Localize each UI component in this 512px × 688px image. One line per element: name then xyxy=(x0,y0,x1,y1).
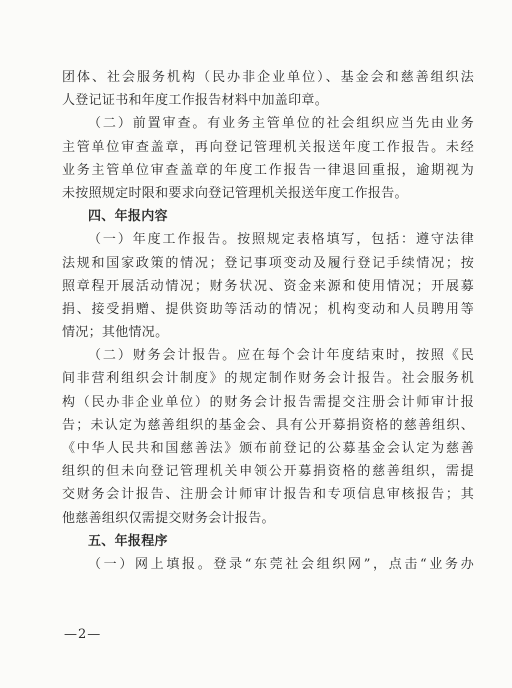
body-text xyxy=(62,66,474,576)
text-line: 交财务会计报告、注册会计师审计报告和专项信息审核报告；其 xyxy=(62,487,474,503)
text-line: 法规和国家政策的情况；登记事项变动及履行登记手续情况；按 xyxy=(62,255,474,271)
text-line: 间非营利组织会计制度》的规定制作财务会计报告。社会服务机 xyxy=(62,371,474,387)
text-line: 照章程开展活动情况；财务状况、资金来源和使用情况；开展募 xyxy=(62,278,474,294)
section-heading: 四、年报内容 xyxy=(88,209,168,225)
text-line: （二）前置审查。有业务主管单位的社会组织应当先由业务 xyxy=(88,116,474,132)
text-line: 团体、社会服务机构（民办非企业单位）、基金会和慈善组织法 xyxy=(62,70,474,85)
page-number: —2— xyxy=(64,627,102,642)
text-line: 业务主管单位审查盖章的年度工作报告一律退回重报，逾期视为 xyxy=(62,162,474,178)
text-line: 构（民办非企业单位）的财务会计报告需提交注册会计师审计报 xyxy=(62,394,474,410)
text-line: 他慈善组织仅需提交财务会计报告。 xyxy=(62,510,275,526)
text-line: 人登记证书和年度工作报告材料中加盖印章。 xyxy=(62,93,329,109)
text-line: 主管单位审查盖章，再向登记管理机关报送年度工作报告。未经 xyxy=(62,139,474,155)
text-line: （一）网上填报。登录“东莞社会组织网”，点击“业务办 xyxy=(88,556,474,572)
text-line: 未按照规定时限和要求向登记管理机关报送年度工作报告。 xyxy=(62,185,408,201)
text-line: 组织的但未向登记管理机关申领公开募捐资格的慈善组织，需提 xyxy=(62,464,474,480)
section-heading: 五、年报程序 xyxy=(88,533,168,549)
text-line: 《中华人民共和国慈善法》颁布前登记的公募基金会认定为慈善 xyxy=(62,441,474,456)
text-line: （一）年度工作报告。按照规定表格填写，包括：遵守法律 xyxy=(88,232,474,248)
text-line: 情况；其他情况。 xyxy=(62,325,169,341)
text-line: 告；未认定为慈善组织的基金会、具有公开募捐资格的慈善组织、 xyxy=(62,417,474,433)
text-line: （二）财务会计报告。应在每个会计年度结束时，按照《民 xyxy=(88,348,474,364)
text-line: 捐、接受捐赠、提供资助等活动的情况；机构变动和人员聘用等 xyxy=(62,301,474,317)
